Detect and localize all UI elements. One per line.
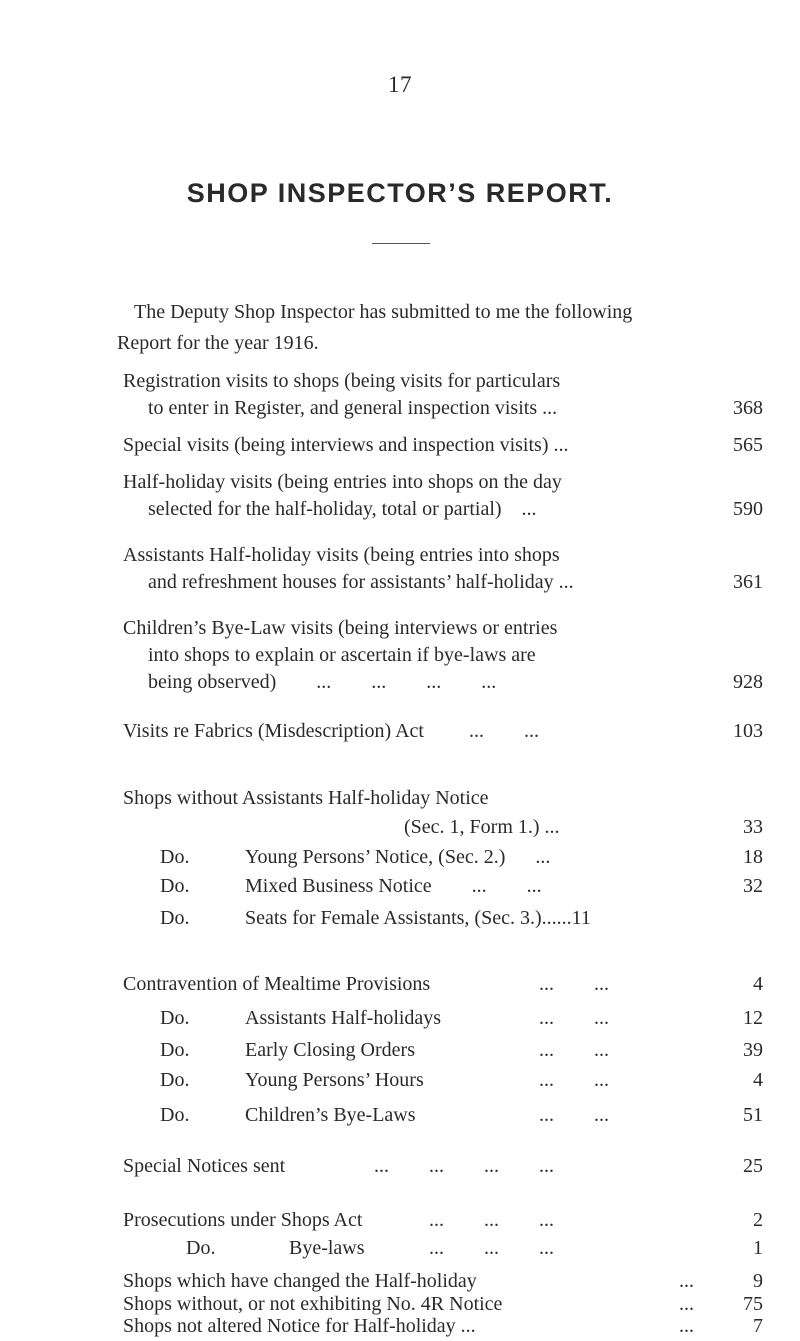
prosecutions-count: 2 [753,1209,763,1231]
contravention-count: 39 [743,1039,763,1061]
final-label: Shops not altered Notice for Half-holiday ... [123,1315,476,1337]
notices-subheading: (Sec. 1, Form 1.) ... [404,816,560,838]
final-count: 7 [753,1315,763,1337]
prosecutions-bye-laws-label: Bye-laws [289,1237,365,1259]
contravention-count: 12 [743,1007,763,1029]
leader-dots: ... ... [539,1104,609,1126]
visit-item-half-holiday [123,469,763,523]
contravention-label: Assistants Half-holidays [245,1007,442,1029]
leader-dots: ... [679,1293,694,1315]
notice-label: Mixed Business Notice ... ... [245,875,542,897]
visit-item-assistants-half-holiday [123,542,763,596]
title-divider [372,243,430,244]
ditto-label: Do. [160,1069,190,1091]
notice-label: Seats for Female Assistants, (Sec. 3.)......11 [245,907,591,929]
visit-item-special [123,432,763,459]
visit-count: 103 [733,720,763,742]
special-notices-label: Special Notices sent [123,1155,286,1177]
leader-dots: ... ... ... [429,1209,554,1231]
notice-count: 18 [743,846,763,868]
visit-text-line: and refreshment houses for assistants’ half-holiday ... [148,571,574,593]
visit-text-line: being observed) ... ... ... ... [148,671,497,693]
report-title: SHOP INSPECTOR’S REPORT. [186,178,614,208]
contravention-count: 51 [743,1104,763,1126]
visit-count: 565 [733,434,763,456]
leader-dots: ... ... ... ... [374,1155,554,1177]
visit-text-line: Registration visits to shops (being visits for particulars [123,370,561,392]
ditto-label: Do. [186,1237,216,1259]
intro-line-1: The Deputy Shop Inspector has submitted to me the following [134,301,633,323]
visit-text-line: Children’s Bye-Law visits (being interviews or entries [123,617,558,639]
special-notices-count: 25 [743,1155,763,1177]
contravention-label: Young Persons’ Hours [245,1069,424,1091]
ditto-label: Do. [160,1039,190,1061]
intro-paragraph [112,297,762,359]
visit-count: 361 [733,571,763,593]
ditto-label: Do. [160,907,190,929]
visit-count: 590 [733,498,763,520]
visit-text-line: into shops to explain or ascertain if bye-laws are [148,644,536,666]
notice-label: Young Persons’ Notice, (Sec. 2.) ... [245,846,551,868]
visit-count: 928 [733,671,763,693]
contravention-label: Children’s Bye-Laws [245,1104,416,1126]
final-label: Shops which have changed the Half-holiday [123,1270,477,1292]
contravention-heading: Contravention of Mealtime Provisions [123,973,431,995]
leader-dots: ... ... [539,1069,609,1091]
contravention-count: 4 [753,973,763,995]
notices-heading: Shops without Assistants Half-holiday Notice [123,787,489,809]
ditto-label: Do. [160,875,190,897]
visit-text-line: selected for the half-holiday, total or partial) ... [148,498,537,520]
ditto-label: Do. [160,1104,190,1126]
visit-text-line: to enter in Register, and general inspection visits ... [148,397,558,419]
final-count: 9 [753,1270,763,1292]
leader-dots: ... [679,1315,694,1337]
visit-text-line: Assistants Half-holiday visits (being entries into shops [123,544,560,566]
final-label: Shops without, or not exhibiting No. 4R Notice [123,1293,503,1315]
leader-dots: ... [679,1270,694,1292]
visit-item-registration [123,368,763,422]
leader-dots: ... ... ... [429,1237,554,1259]
leader-dots: ... ... [539,973,609,995]
prosecutions-bye-laws-count: 1 [753,1237,763,1259]
page-number: 17 [388,72,412,97]
visit-text-line: Half-holiday visits (being entries into shops on the day [123,471,562,493]
leader-dots: ... ... [539,1007,609,1029]
visit-count: 368 [733,397,763,419]
contravention-count: 4 [753,1069,763,1091]
intro-line-2: Report for the year 1916. [117,332,319,354]
contravention-label: Early Closing Orders [245,1039,415,1061]
visit-item-fabrics [123,718,763,745]
ditto-label: Do. [160,846,190,868]
prosecutions-label: Prosecutions under Shops Act [123,1209,363,1231]
ditto-label: Do. [160,1007,190,1029]
visit-item-children-bye-law [123,615,763,696]
visit-text-line: Special visits (being interviews and inspection visits) ... [123,434,569,456]
final-count: 75 [743,1293,763,1315]
notices-subheading-count: 33 [743,816,763,838]
notice-count: 32 [743,875,763,897]
leader-dots: ... ... [539,1039,609,1061]
visit-text-line: Visits re Fabrics (Misdescription) Act ... ... [123,720,539,742]
